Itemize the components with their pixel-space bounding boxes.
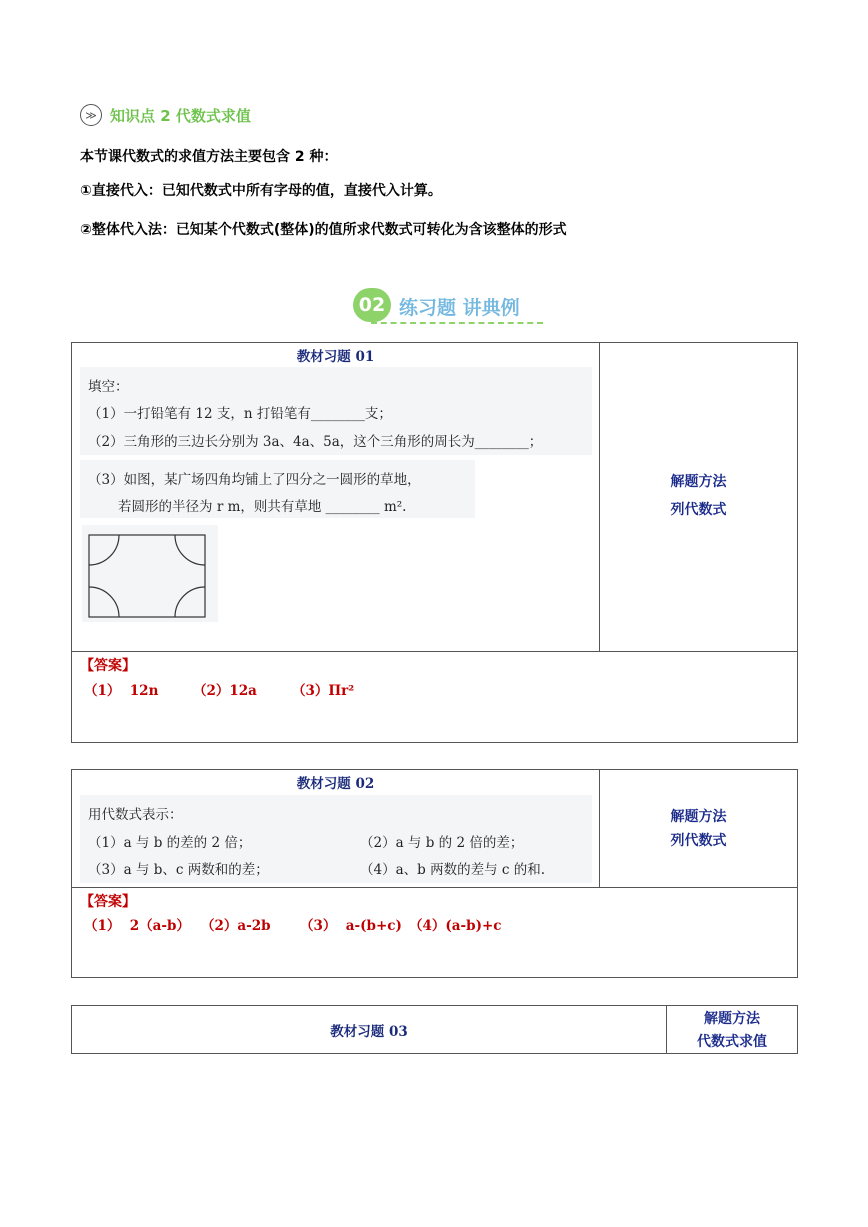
q1-answer-2: （2）12a <box>193 683 257 699</box>
q3-caption: 教材习题 03 <box>330 1024 408 1040</box>
q1-answer-3: （3）Πr² <box>292 683 355 699</box>
q1-method-value: 列代数式 <box>670 502 727 518</box>
q2-line-3: （3）a 与 b、c 两数和的差； <box>88 862 269 878</box>
q1-answer-label: 【答案】 <box>80 658 136 674</box>
method-2: ②整体代入法：已知某个代数式(整体)的值所求代数式可转化为含该整体的形式 <box>80 222 567 238</box>
q2-answer-3: （3） a-(b+c) <box>300 918 402 934</box>
section-title: 知识点 2 代数式求值 <box>110 106 251 125</box>
q2-answer-4: （4）(a-b)+c <box>409 918 502 934</box>
q2-method-value: 列代数式 <box>670 833 727 849</box>
q2-answer-2: （2）a-2b <box>201 918 271 934</box>
practice-banner <box>353 288 543 328</box>
section-header <box>80 104 251 126</box>
intro-text: 本节课代数式的求值方法主要包含 2 种： <box>80 149 338 165</box>
q3-method-label: 解题方法 <box>704 1011 760 1027</box>
q2-line-2: （2）a 与 b 的 2 倍的差； <box>360 835 524 851</box>
banner-underline <box>371 322 543 324</box>
method-1: ①直接代入：已知代数式中所有字母的值，直接代入计算。 <box>80 183 442 199</box>
q1-line-3: （3）如图，某广场四角均铺上了四分之一圆形的草地， <box>88 472 421 488</box>
q3-method-value: 代数式求值 <box>697 1034 767 1050</box>
q2-divider-h <box>71 887 798 888</box>
q1-caption: 教材习题 01 <box>296 349 375 365</box>
q1-divider-h <box>71 651 798 652</box>
square-with-quarter-circles-figure <box>87 533 209 619</box>
q1-method-label: 解题方法 <box>670 474 727 490</box>
q2-line-1: （1）a 与 b 的差的 2 倍； <box>88 835 252 851</box>
banner-text: 练习题 讲典例 <box>399 297 520 319</box>
banner-badge: 02 <box>353 288 391 322</box>
q1-line-2: （2）三角形的三边长分别为 3a、4a、5a，这个三角形的周长为________； <box>88 434 543 450</box>
q1-line-1: （1）一打铅笔有 12 支，n 打铅笔有________支； <box>88 406 392 422</box>
q2-method-label: 解题方法 <box>670 809 727 825</box>
q2-line-0: 用代数式表示： <box>88 807 183 823</box>
q2-divider-v <box>599 769 600 887</box>
q2-line-4: （4）a、b 两数的差与 c 的和. <box>360 862 546 878</box>
q2-caption: 教材习题 02 <box>296 776 375 792</box>
q2-answer-1: （1） 2（a-b） <box>84 918 190 934</box>
arrow-circle-icon: ≫ <box>80 104 102 126</box>
q1-line-4: 若圆形的半径为 r m，则共有草地 ________ m². <box>88 499 407 515</box>
q1-answer-1: （1） 12n <box>84 683 159 699</box>
q2-answer-label: 【答案】 <box>80 894 136 910</box>
q1-divider-v <box>599 342 600 652</box>
q1-line-0: 填空： <box>88 379 129 395</box>
